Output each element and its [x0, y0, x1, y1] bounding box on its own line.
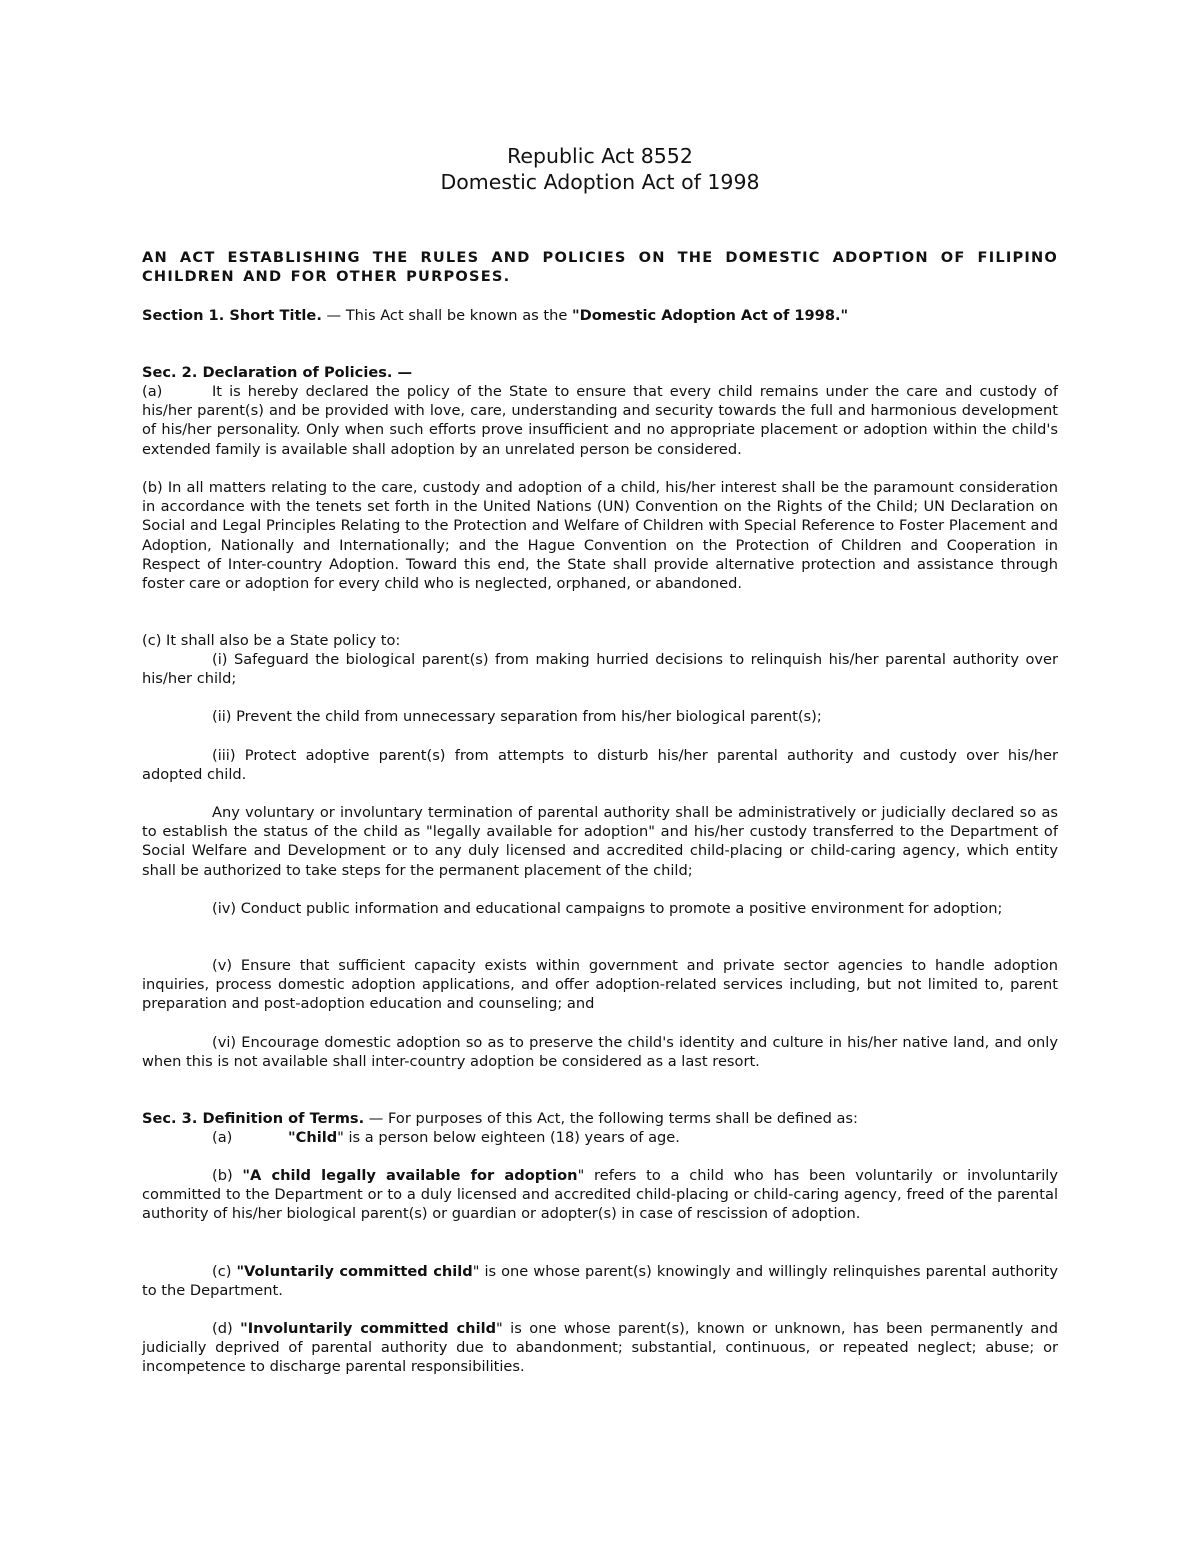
section-2-a	[142, 382, 1058, 459]
section-3-a-term: "Child	[288, 1129, 338, 1146]
section-2-c-i: (i) Safeguard the biological parent(s) from making hurried decisions to relinquish his/her parental authority over his/her child;	[142, 651, 1058, 688]
section-3-d-term: "Involuntarily committed child	[240, 1320, 497, 1337]
document-title: Republic Act 8552	[507, 144, 693, 168]
section-3-c-term: "Voluntarily committed child	[236, 1263, 473, 1280]
section-2-b: (b) In all matters relating to the care, custody and adoption of a child, his/her interest shall be the paramount consideration in accordance with the tenets set forth in the United Nations (UN) Convention on the Rights of the Child; UN Declaration on Social and Legal Principles Relating to the Protection and Welfare of Children with Special Reference to Foster Placement and Adoption, Nationally and Internationally; and the Hague Convention on the Protection of Children and Cooperation in Respect of Inter-country Adoption. Toward this end, the State shall provide alternative protection and assistance through foster care or adoption for every child who is neglected, orphaned, or abandoned.	[142, 479, 1058, 593]
section-2-c-termination: Any voluntary or involuntary termination of parental authority shall be administratively or judicially declared so as to establish the status of the child as "legally available for adoption" and his/her custody transferred to the Department of Social Welfare and Development or to any duly licensed and accredited child-placing or child-caring agency, which entity shall be authorized to take steps for the permanent placement of the child;	[142, 804, 1058, 879]
section-3-heading: Sec. 3. Definition of Terms. — For purposes of this Act, the following terms shall be defined as:	[142, 1110, 858, 1127]
section-3-c: (c) "Voluntarily committed child" is one whose parent(s) knowingly and willingly relinquishes parental authority to the Department.	[142, 1263, 1058, 1300]
section-1	[142, 306, 1058, 325]
section-2-c-iv: (iv) Conduct public information and educational campaigns to promote a positive environment for adoption;	[212, 900, 1003, 917]
act-intro: AN ACT ESTABLISHING THE RULES AND POLICIES ON THE DOMESTIC ADOPTION OF FILIPINO CHILDREN AND FOR OTHER PURPOSES.	[142, 249, 1058, 286]
section-1-heading: Section 1. Short Title.	[142, 307, 322, 324]
section-3-a-label: (a)	[212, 1129, 233, 1146]
section-3-a: (a) "Child" is a person below eighteen (18) years of age.	[212, 1129, 680, 1146]
section-3-d: (d) "Involuntarily committed child" is one whose parent(s), known or unknown, has been permanently and judicially deprived of parental authority due to abandonment; substantial, continuous, or repeated neglect; abuse; or incompetence to discharge parental responsibilities.	[142, 1320, 1059, 1376]
section-1-text: — This Act shall be known as the	[321, 307, 572, 324]
section-2-heading: Sec. 2. Declaration of Policies. —	[142, 364, 413, 381]
section-2-c-ii: (ii) Prevent the child from unnecessary separation from his/her biological parent(s);	[212, 708, 822, 725]
section-2-c: (c) It shall also be a State policy to:	[142, 632, 401, 649]
section-2-c-iii: (iii) Protect adoptive parent(s) from attempts to disturb his/her parental authority and custody over his/her adopted child.	[142, 747, 1058, 784]
section-2-c-v: (v) Ensure that sufficient capacity exists within government and private sector agencies to handle adoption inquiries, process domestic adoption applications, and offer adoption-related services including, but not limited to, parent preparation and post-adoption education and counseling; and	[142, 957, 1058, 1013]
section-2-a-label: (a)	[142, 383, 163, 400]
section-2-c-vi: (vi) Encourage domestic adoption so as to preserve the child's identity and culture in his/her native land, and only when this is not available shall inter-country adoption be considered as a last resort.	[142, 1034, 1058, 1071]
section-3-b: (b) "A child legally available for adoption" refers to a child who has been voluntarily or involuntarily committed to the Department or to a duly licensed and accredited child-placing or child-caring agency, freed of the parental authority of his/her biological parent(s) or guardian or adopter(s) in case of rescission of adoption.	[142, 1167, 1059, 1223]
document-subtitle: Domestic Adoption Act of 1998	[440, 170, 760, 194]
section-1-act-name: "Domestic Adoption Act of 1998."	[571, 307, 849, 324]
section-3-b-term: "A child legally available for adoption	[242, 1167, 578, 1184]
section-2-a-text: It is hereby declared the policy of the State to ensure that every child remains under the care and custody of his/her parent(s) and be provided with love, care, understanding and security towards the full and harmonious development of his/her personality. Only when such efforts prove insufficient and no appropriate placement or adoption within the child's extended family is available shall adoption by an unrelated person be considered.	[142, 383, 1058, 458]
